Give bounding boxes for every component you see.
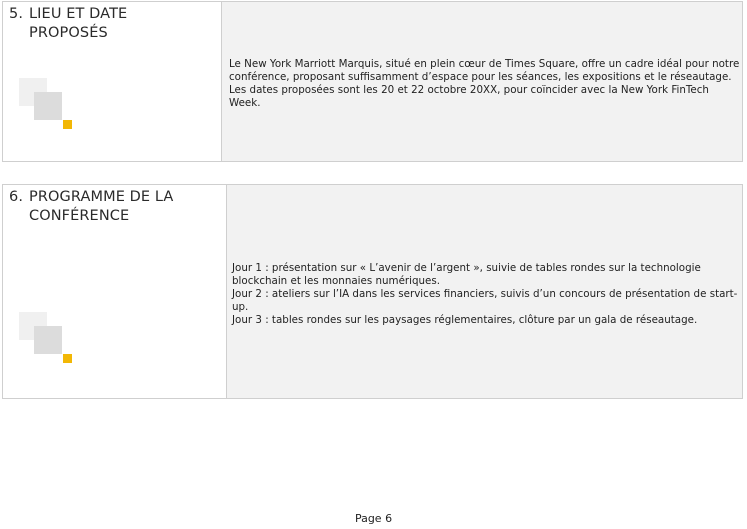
section-content-cell	[227, 185, 742, 398]
section-header-cell	[3, 185, 227, 398]
decorative-squares-icon	[19, 312, 79, 372]
decorative-squares-icon	[19, 78, 79, 138]
page-number: Page 6	[354, 512, 393, 525]
section-body-text: Jour 1 : présentation sur « L’avenir de l’argent », suivie de tables rondes sur la technologie blockchain et les monnaies numériques. Jour 2 : ateliers sur l’IA dans les services financiers, suivis d’un concours de présentation de start-up. Jour 3 : tables rondes sur les paysages réglementaires, clôture par un gala de réseautage.	[232, 262, 738, 326]
section-title: LIEU ET DATE PROPOSÉS	[29, 6, 128, 41]
section-number: 6.	[9, 189, 24, 205]
section-title: PROGRAMME DE LA CONFÉRENCE	[29, 189, 174, 224]
section-heading	[9, 188, 209, 226]
section-programme	[2, 184, 743, 399]
section-heading	[9, 5, 209, 43]
section-lieu-date	[2, 1, 743, 162]
section-number: 5.	[9, 6, 24, 22]
section-content-cell	[222, 2, 742, 161]
section-header-cell	[3, 2, 222, 161]
section-body-text: Le New York Marriott Marquis, situé en plein cœur de Times Square, offre un cadre idéal pour notre conférence, proposant suffisamment d’espace pour les séances, les expositions et le réseautage. Les dates proposées sont les 20 et 22 octobre 20XX, pour coïncider avec la New York FinTech Week.	[229, 58, 740, 109]
